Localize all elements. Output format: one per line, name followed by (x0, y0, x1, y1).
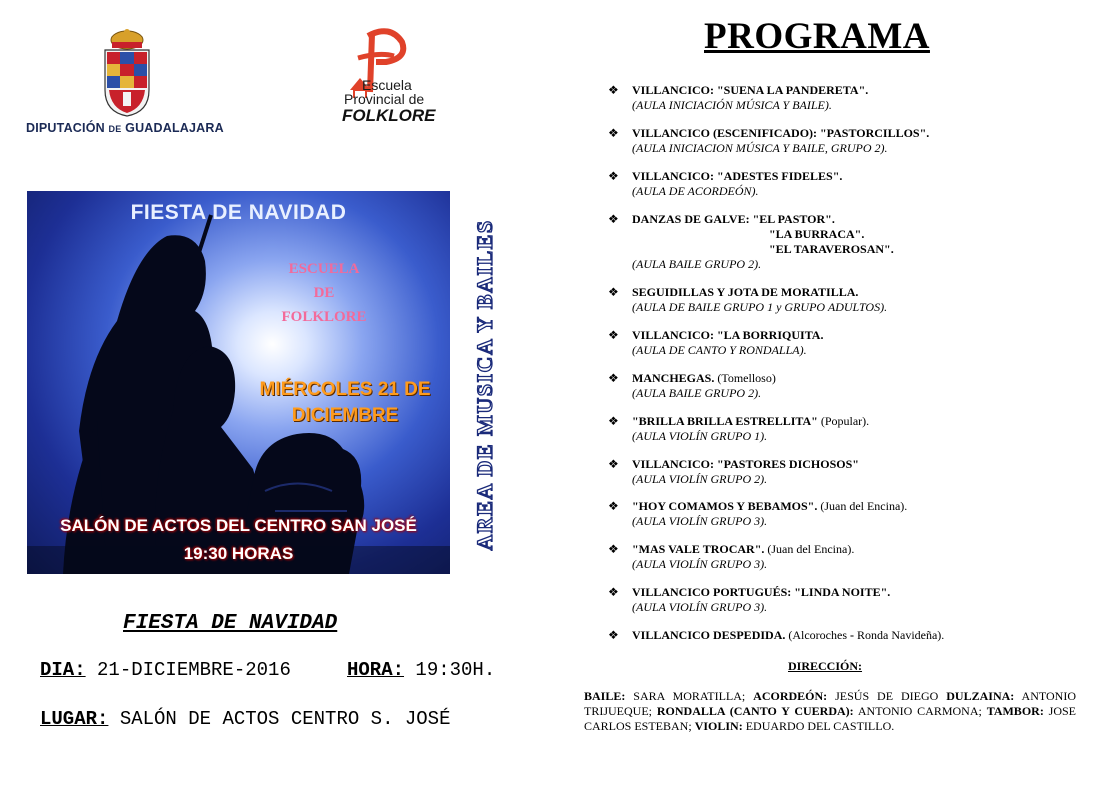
program-item-continuation: "LA BURRACA". (769, 227, 865, 241)
program-item-sub: (AULA INICIACION MÚSICA Y BAILE, GRUPO 2). (632, 141, 888, 155)
poster-title: FIESTA DE NAVIDAD (130, 201, 347, 224)
hora-value: 19:30H. (415, 659, 496, 681)
diamond-bullet-icon: ❖ (608, 542, 619, 556)
program-item (608, 542, 1068, 572)
program-item (608, 169, 1068, 199)
diamond-bullet-icon: ❖ (608, 414, 619, 428)
program-item-extra: (Juan del Encina). (817, 499, 908, 513)
program-item-extra: (Tomelloso) (714, 371, 776, 385)
event-place-line (40, 708, 450, 730)
poster-school-line1: ESCUELA (288, 261, 360, 277)
hora-label: HORA: (347, 659, 405, 681)
event-poster (27, 191, 450, 574)
dia-label: DIA: (40, 659, 86, 681)
program-item-sub: (AULA VIOLÍN GRUPO 3). (632, 600, 768, 614)
program-item (608, 328, 1068, 358)
program-item (608, 499, 1068, 529)
program-item-title: VILLANCICO PORTUGUÉS: "LINDA NOITE". (632, 585, 891, 599)
program-item-extra2: Ronda Navideña). (854, 628, 945, 642)
direccion-text: BAILE: SARA MORATILLA; ACORDEÓN: JESÚS DE DIEGO DULZAINA: ANTONIO TRIJUEQUE; RONDALLA (CANTO Y CUERDA): ANTONIO CARMONA; TAMBOR: JOSE CARLOS ESTEBAN; VIOLIN: EDUARDO DEL CASTILLO. (584, 689, 1077, 733)
lugar-value: SALÓN DE ACTOS CENTRO S. JOSÉ (119, 708, 451, 730)
diamond-bullet-icon: ❖ (608, 126, 619, 140)
program-item-dash: - (850, 628, 854, 642)
diamond-bullet-icon: ❖ (608, 499, 619, 513)
poster-date-line2: DICIEMBRE (291, 405, 399, 426)
program-item-sub: (AULA BAILE GRUPO 2). (632, 386, 762, 400)
diamond-bullet-icon: ❖ (608, 371, 619, 385)
escuela-line2: Provincial de (344, 91, 425, 107)
direccion-title: DIRECCIÓN: (788, 659, 863, 673)
program-item-sub: (AULA VIOLÍN GRUPO 3). (632, 557, 768, 571)
diputacion-name: DIPUTACIÓN DE GUADALAJARA (26, 121, 224, 135)
program-item-sub: (AULA VIOLÍN GRUPO 1). (632, 429, 768, 443)
program-item (608, 212, 1068, 272)
event-title: FIESTA DE NAVIDAD (123, 612, 338, 635)
event-time-line (347, 659, 495, 681)
diamond-bullet-icon: ❖ (608, 628, 619, 642)
program-item-title: DANZAS DE GALVE: "EL PASTOR". (632, 212, 835, 226)
program-item-title: "HOY COMAMOS Y BEBAMOS". (632, 499, 818, 513)
diamond-bullet-icon: ❖ (608, 457, 619, 471)
diputacion-logo (22, 28, 242, 138)
diamond-bullet-icon: ❖ (608, 285, 619, 299)
event-date-line (40, 659, 291, 681)
vertical-area-title-text: AREA DE MUSICA Y BAILES (472, 219, 497, 551)
poster-time: 19:30 HORAS (183, 544, 294, 563)
program-item-sub: (AULA DE CANTO Y RONDALLA). (632, 343, 807, 357)
program-item-extra: (Popular). (817, 414, 870, 428)
diamond-bullet-icon: ❖ (608, 328, 619, 342)
poster-school-line3: FOLKLORE (281, 309, 367, 325)
program-item-title: SEGUIDILLAS Y JOTA DE MORATILLA. (632, 285, 859, 299)
program-item-title: MANCHEGAS. (632, 371, 715, 385)
diamond-bullet-icon: ❖ (608, 212, 619, 226)
program-item-sub: (AULA VIOLÍN GRUPO 2). (632, 472, 768, 486)
program-item-title: "MAS VALE TROCAR". (632, 542, 765, 556)
diamond-bullet-icon: ❖ (608, 169, 619, 183)
program-item (608, 585, 1068, 615)
program-item-title: VILLANCICO: "SUENA LA PANDERETA". (632, 83, 869, 97)
coat-of-arms-icon (99, 28, 155, 118)
lugar-label: LUGAR: (40, 708, 109, 730)
program-item-sub: (AULA DE BAILE GRUPO 1 y GRUPO ADULTOS). (632, 300, 888, 314)
program-item-sub: (AULA VIOLÍN GRUPO 3). (632, 514, 768, 528)
diamond-bullet-icon: ❖ (608, 585, 619, 599)
program-item (608, 126, 1068, 156)
program-item-title: VILLANCICO: "ADESTES FIDELES". (632, 169, 843, 183)
program-item (608, 285, 1068, 315)
poster-date-line1: MIÉRCOLES 21 DE (259, 379, 431, 400)
programa-title: PROGRAMA (704, 16, 930, 57)
program-item-title: VILLANCICO: "LA BORRIQUITA. (632, 328, 824, 342)
program-item-extra: (Alcoroches (785, 628, 850, 642)
program-item-title: VILLANCICO: "PASTORES DICHOSOS" (632, 457, 859, 471)
poster-venue: SALÓN DE ACTOS DEL CENTRO SAN JOSÉ (60, 516, 417, 535)
program-item (608, 414, 1068, 444)
program-item-title: "BRILLA BRILLA ESTRELLITA" (632, 414, 818, 428)
vertical-area-title (465, 200, 505, 570)
program-item-sub: (AULA DE ACORDEÓN). (632, 184, 759, 198)
program-item-sub: (AULA BAILE GRUPO 2). (632, 257, 762, 271)
program-item-title: VILLANCICO DESPEDIDA. (632, 628, 786, 642)
escuela-line1: Escuela (362, 77, 412, 93)
escuela-logo (338, 28, 458, 128)
diamond-bullet-icon: ❖ (608, 83, 619, 97)
dia-value: 21-DICIEMBRE-2016 (97, 659, 291, 681)
escuela-line3: FOLKLORE (342, 106, 436, 125)
program-item-continuation: "EL TARAVEROSAN". (769, 242, 894, 256)
program-item-extra: (Juan del Encina). (764, 542, 855, 556)
program-item-title: VILLANCICO (ESCENIFICADO): "PASTORCILLOS". (632, 126, 930, 140)
program-item-sub: (AULA INICIACIÓN MÚSICA Y BAILE). (632, 98, 832, 112)
program-item (608, 628, 1068, 643)
program-item (608, 83, 1068, 113)
program-item (608, 457, 1068, 487)
program-item (608, 371, 1068, 401)
poster-school-line2: DE (313, 285, 335, 301)
